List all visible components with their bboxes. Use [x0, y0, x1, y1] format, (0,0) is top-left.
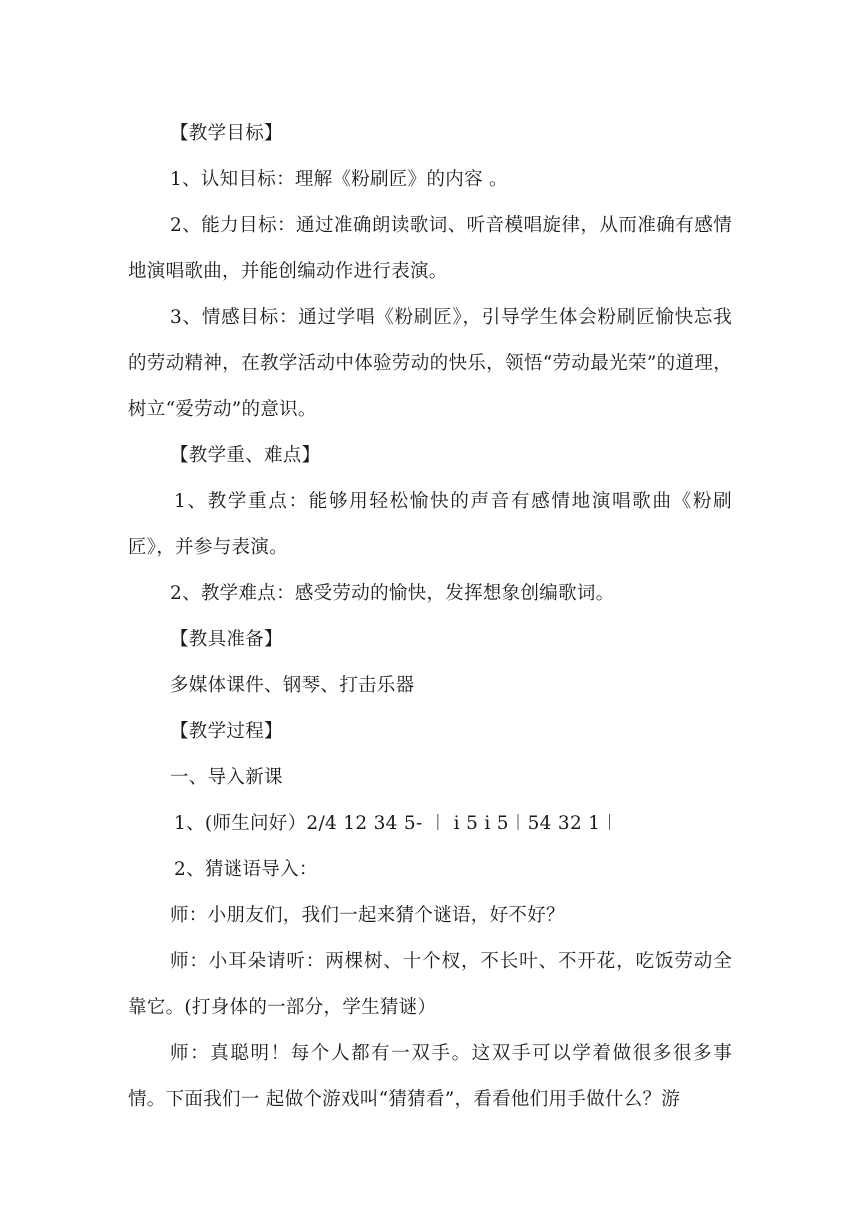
paragraph-teacher-line-2: 师：小耳朵请听：两棵树、十个杈，不长叶、不开花，吃饭劳动全靠它。(打身体的一部分，学生猜谜）	[128, 951, 732, 1018]
paragraph-difficulty: 2、教学难点：感受劳动的愉快，发挥想象创编歌词。	[170, 583, 615, 604]
section-heading-key-points: 【教学重、难点】	[170, 445, 321, 466]
paragraph-emotion-goal: 3、情感目标：通过学唱《粉刷匠》，引导学生体会粉刷匠愉快忘我的劳动精神，在教学活动中体验劳动的快乐，领悟“劳动最光荣”的道理，树立“爱劳动”的意识。	[128, 307, 732, 420]
paragraph-intro-heading: 一、导入新课	[170, 767, 283, 788]
paragraph-riddle-intro: 2、猜谜语导入：	[174, 859, 318, 880]
paragraph-materials: 多媒体课件、钢琴、打击乐器	[170, 675, 415, 696]
document-body	[128, 111, 732, 1123]
paragraph-key-point: 1、教学重点：能够用轻松愉快的声音有感情地演唱歌曲《粉刷匠》，并参与表演。	[128, 491, 732, 558]
section-heading-process: 【教学过程】	[170, 721, 283, 742]
paragraph-teacher-line-3: 师：真聪明！每个人都有一双手。这双手可以学着做很多很多事情。下面我们一 起做个游戏叫“猜猜看”，看看他们用手做什么？游	[128, 1043, 732, 1110]
section-heading-materials: 【教具准备】	[170, 629, 283, 650]
paragraph-ability-goal: 2、能力目标：通过准确朗读歌词、听音模唱旋律，从而准确有感情地演唱歌曲，并能创编动作进行表演。	[128, 215, 732, 282]
section-heading-objectives: 【教学目标】	[170, 123, 283, 144]
paragraph-greeting-melody: 1、(师生问好）2/4 12 34 5- ︱ i 5 i 5︱54 32 1︱	[174, 813, 620, 834]
paragraph-cognitive-goal: 1、认知目标：理解《粉刷匠》的内容 。	[170, 169, 508, 190]
paragraph-teacher-line-1: 师：小朋友们，我们一起来猜个谜语，好不好？	[170, 905, 565, 926]
